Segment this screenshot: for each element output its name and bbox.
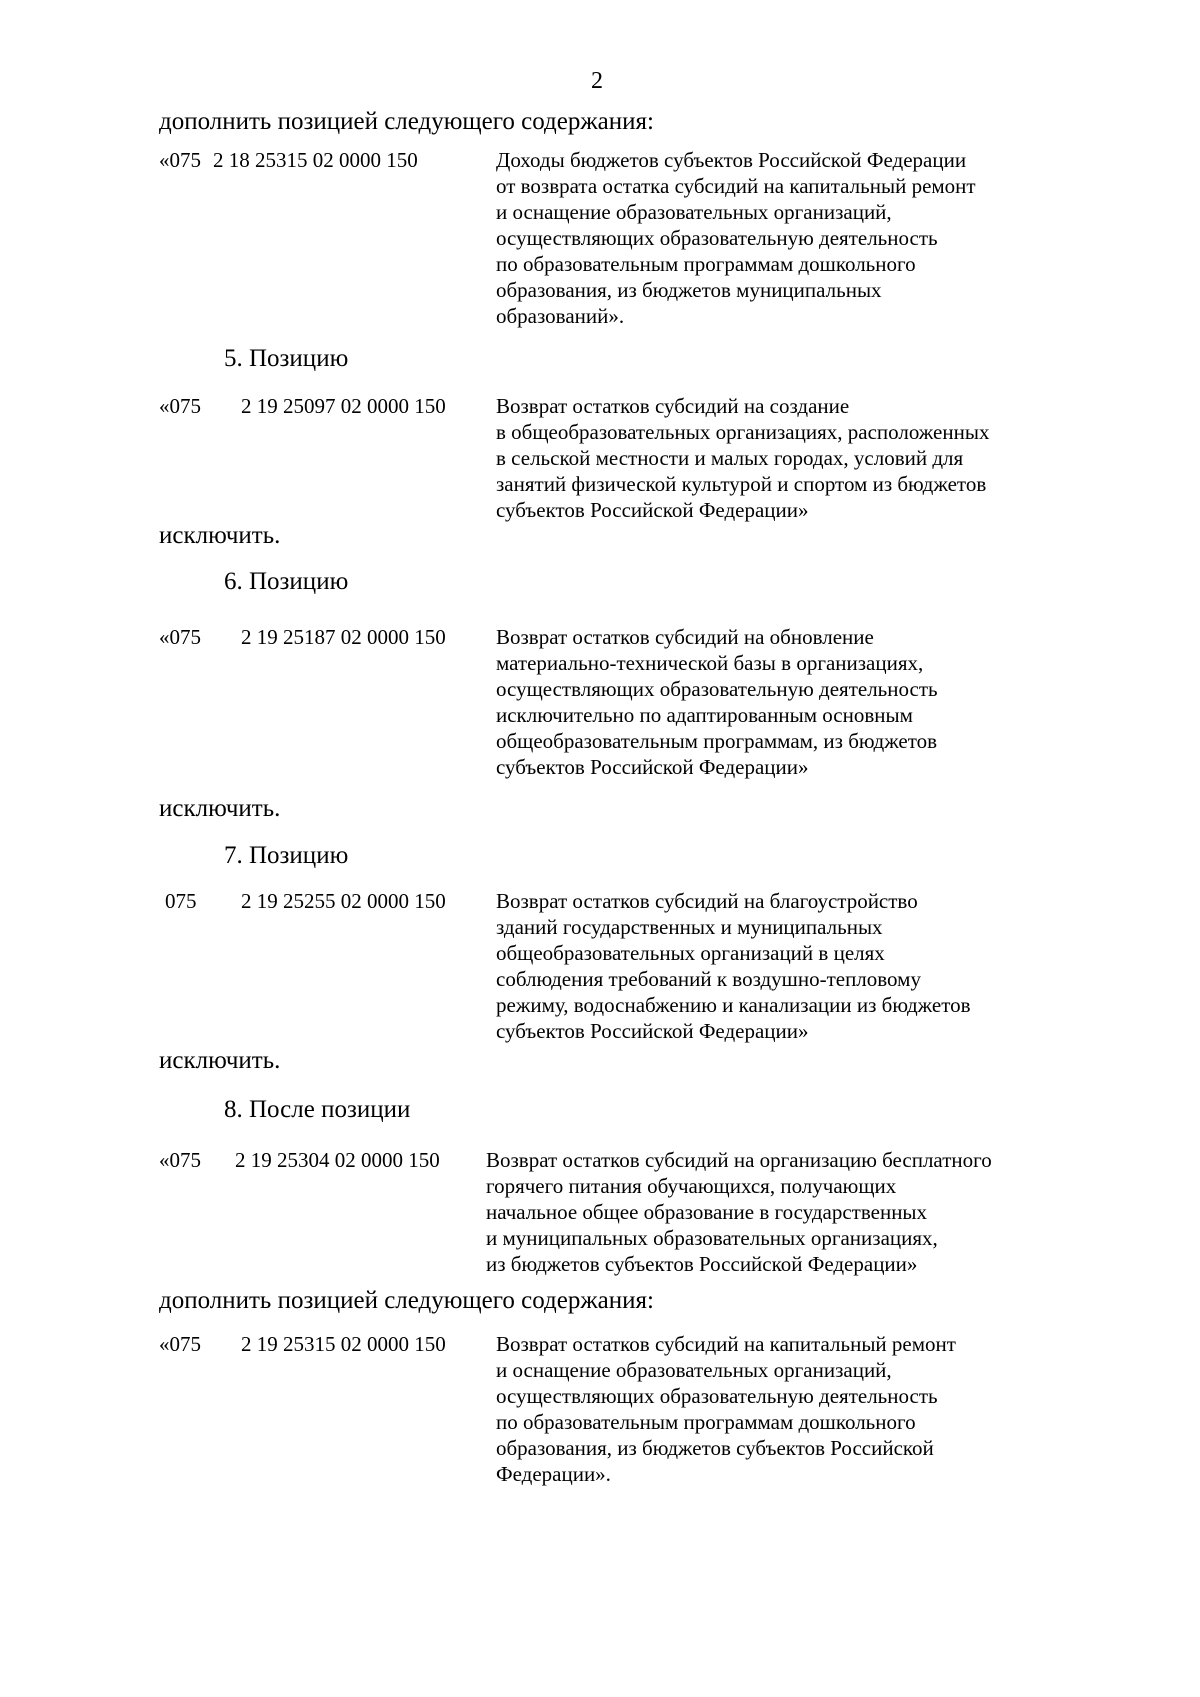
description-line: общеобразовательных организаций в целях (496, 941, 885, 965)
description-line: Возврат остатков субсидий на создание (496, 394, 850, 418)
description-line: образования, из бюджетов муниципальных (496, 278, 882, 302)
description-line: и муниципальных образовательных организациях, (486, 1226, 938, 1250)
description-line: Возврат остатков субсидий на капитальный ремонт (496, 1332, 956, 1356)
description-line: по образовательным программам дошкольного (496, 252, 916, 276)
addition-paragraph: дополнить позицией следующего содержания: (159, 1287, 654, 1314)
description-line: Доходы бюджетов субъектов Российской Федерации (496, 148, 967, 172)
description-line: субъектов Российской Федерации» (496, 498, 809, 522)
description-line: соблюдения требований к воздушно-тепловому (496, 967, 921, 991)
entry-code: 2 19 25097 02 0000 150 (241, 394, 446, 418)
description-line: и оснащение образовательных организаций, (496, 1358, 892, 1382)
description-line: из бюджетов субъектов Российской Федерации» (486, 1252, 918, 1276)
entry-description (496, 624, 938, 780)
entry-description (496, 393, 989, 523)
description-line: Возврат остатков субсидий на обновление (496, 625, 874, 649)
entry-prefix: 075 (165, 889, 197, 913)
section-heading: 7. Позицию (224, 842, 349, 869)
description-line: зданий государственных и муниципальных (496, 915, 883, 939)
description-line: режиму, водоснабжению и канализации из бюджетов (496, 993, 971, 1017)
page-number: 2 (591, 68, 603, 94)
entry-code: 2 19 25187 02 0000 150 (241, 625, 446, 649)
entry-code: 2 19 25255 02 0000 150 (241, 889, 446, 913)
entry-description (496, 147, 976, 329)
section-heading: 6. Позицию (224, 568, 349, 595)
exclude-instruction: исключить. (159, 795, 281, 822)
entry-code: 2 19 25304 02 0000 150 (235, 1148, 440, 1172)
entry-description (486, 1147, 992, 1277)
description-line: образований». (496, 304, 625, 328)
description-line: и оснащение образовательных организаций, (496, 200, 892, 224)
entry-description (496, 1331, 956, 1487)
description-line: субъектов Российской Федерации» (496, 1019, 809, 1043)
description-line: занятий физической культурой и спортом из бюджетов (496, 472, 987, 496)
description-line: субъектов Российской Федерации» (496, 755, 809, 779)
description-line: образования, из бюджетов субъектов Российской (496, 1436, 934, 1460)
section-heading: 8. После позиции (224, 1096, 411, 1123)
entry-prefix: «075 (159, 394, 201, 418)
entry-prefix: «075 (159, 625, 201, 649)
description-line: от возврата остатка субсидий на капитальный ремонт (496, 174, 976, 198)
description-line: исключительно по адаптированным основным (496, 703, 913, 727)
description-line: осуществляющих образовательную деятельность (496, 1384, 938, 1408)
section-heading: 5. Позицию (224, 345, 349, 372)
description-line: в сельской местности и малых городах, условий для (496, 446, 964, 470)
description-line: материально-технической базы в организациях, (496, 651, 924, 675)
description-line: осуществляющих образовательную деятельность (496, 226, 938, 250)
entry-prefix: «075 (159, 1148, 201, 1172)
entry-description (496, 888, 971, 1044)
description-line: Федерации». (496, 1462, 611, 1486)
description-line: по образовательным программам дошкольного (496, 1410, 916, 1434)
intro-paragraph: дополнить позицией следующего содержания: (159, 108, 654, 135)
entry-code: 2 18 25315 02 0000 150 (213, 148, 418, 172)
description-line: в общеобразовательных организациях, расположенных (496, 420, 990, 444)
description-line: Возврат остатков субсидий на благоустройство (496, 889, 918, 913)
entry-prefix: «075 (159, 1332, 201, 1356)
exclude-instruction: исключить. (159, 1047, 281, 1074)
description-line: осуществляющих образовательную деятельность (496, 677, 938, 701)
description-line: горячего питания обучающихся, получающих (486, 1174, 897, 1198)
description-line: начальное общее образование в государственных (486, 1200, 928, 1224)
exclude-instruction: исключить. (159, 522, 281, 549)
description-line: общеобразовательным программам, из бюджетов (496, 729, 938, 753)
entry-prefix: «075 (159, 148, 201, 172)
description-line: Возврат остатков субсидий на организацию бесплатного (486, 1148, 992, 1172)
entry-code: 2 19 25315 02 0000 150 (241, 1332, 446, 1356)
